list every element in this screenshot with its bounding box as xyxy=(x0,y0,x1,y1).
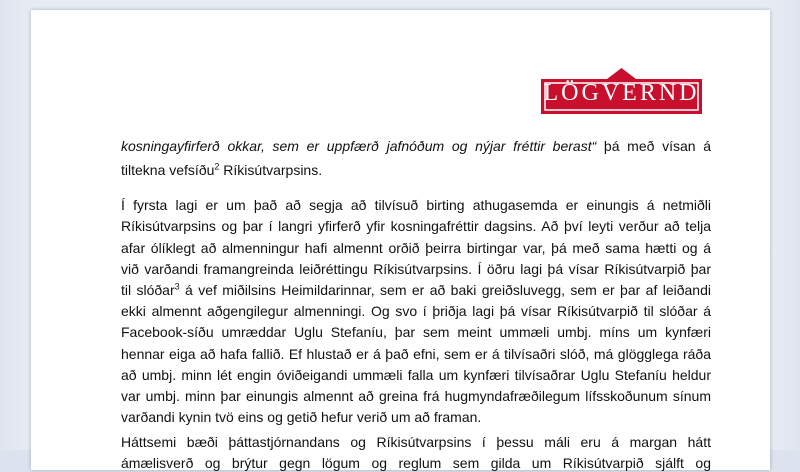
text-line: Facebook-síðu umræddar Uglu Stefaníu, þar sem meint ummæli umbj. míns um kynfæri xyxy=(121,324,711,340)
text-line: Í fyrsta lagi er um það að segja að tilvísuð birting athugasemda er einungis á netmiðli xyxy=(121,197,711,213)
text-line: að umbj. minn lét engin óviðeigandi ummæli falla um kynfæri tilvísaðrar Uglu Stefaníu heldur xyxy=(121,367,711,383)
text-line: Ríkisútvarpsins og þar í langri yfirferð yfir kosningafréttir dagsins. Að því leyti verður að telja xyxy=(121,218,711,234)
logo-text: LÖGVERND xyxy=(543,79,700,106)
text-line: ámælisverð og brýtur gegn lögum og reglum sem gilda um Ríkisútvarpið sjálft og xyxy=(121,455,711,471)
text-line xyxy=(121,161,711,179)
footnote-ref: 3 xyxy=(174,281,180,292)
text-line: ekki almennt aðgengilegur almenningi. Og svo í þriðja lagi þá vísar Ríkisútvarpið til slóðar á xyxy=(121,303,711,319)
text-line: afar ólíklegt að almenningur hafi almennt orðið þeirra birtingar var, þá með sama hætti og á xyxy=(121,240,711,256)
text-line xyxy=(121,281,711,299)
document-page xyxy=(31,10,770,470)
text-span: Ríkisútvarpsins. xyxy=(219,162,323,178)
text-line: varðandi kynin tvö eins og getið hefur verið um að framan. xyxy=(121,409,482,425)
text-span: til slóðar xyxy=(121,282,175,298)
text-span: þá með vísan á xyxy=(596,138,711,154)
text-line: var umbj. minn þar einungis almennt að greina frá hugmyndafræðilegum lífsskoðunum sínum xyxy=(121,388,711,404)
text-line: Háttsemi bæði þáttastjórnandans og Ríkisútvarpsins í þessu máli eru á margan hátt xyxy=(121,434,711,450)
text-line: hennar eiga að hafa fallið. Ef hlustað er á það efni, sem er á tilvísaðri slóð, má glögglega ráða xyxy=(121,346,711,362)
text-line: við varðandi framangreinda leiðréttingu Ríkisútvarpsins. Í öðru lagi þá vísar Ríkisútvarpið þar xyxy=(121,261,711,277)
text-span: tiltekna vefsíðu xyxy=(121,162,215,178)
quoted-text: kosningayfirferð okkar, sem er uppfærð jafnóðum og nýjar fréttir berast“ xyxy=(121,138,597,154)
text-line xyxy=(121,137,711,155)
text-span: á vef miðilsins Heimildarinnar, sem er að baki greiðsluvegg, sem er þar af leiðandi xyxy=(179,282,711,298)
logo xyxy=(541,68,702,114)
footnote-ref: 2 xyxy=(214,161,220,172)
